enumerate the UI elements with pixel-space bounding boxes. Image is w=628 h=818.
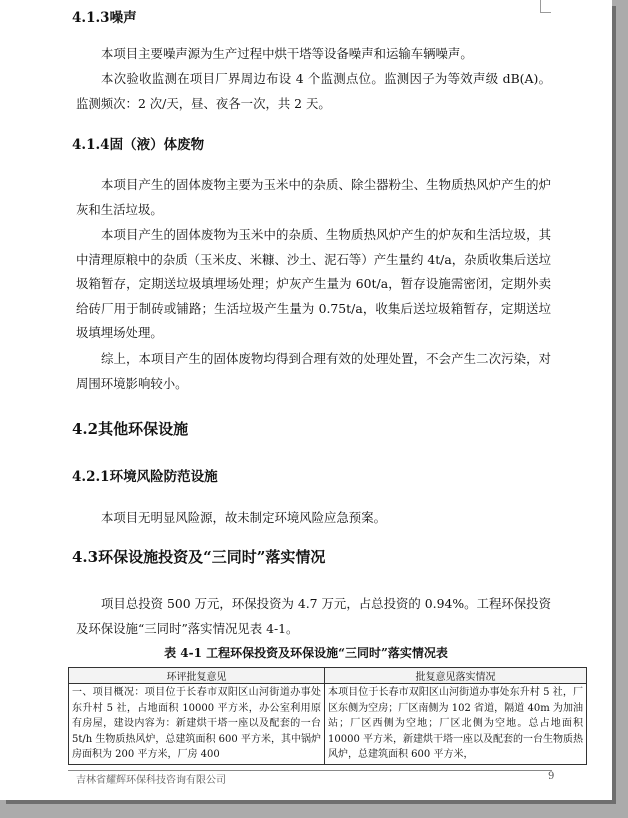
table-header-cell: 批复意见落实情况 — [325, 668, 587, 684]
paragraph: 本项目产生的固体废物为玉米中的杂质、生物质热风炉产生的炉灰和生活垃圾，其中清理原粮中的杂质（玉米皮、米糠、沙土、泥石等）产生量约 4t/a，杂质收集后送垃圾箱暂存，定期送垃圾填埋场处理；炉灰产生量为 60t/a，暂存设施需密闭，定期外卖给砖厂用于制砖或铺路；生活垃圾产生量为 0.75t/a，收集后送垃圾箱暂存，定期送垃圾填埋场处理。 — [76, 227, 551, 341]
page-shadow-right — [612, 6, 616, 804]
crop-mark-top-right — [540, 0, 551, 13]
heading-4-2: 4.2其他环保设施 — [72, 420, 189, 438]
paragraph: 综上，本项目产生的固体废物均得到合理有效的处理处置，不会产生二次污染，对周围环境影响较小。 — [76, 351, 551, 391]
table-cell — [69, 684, 325, 765]
table-cell — [325, 684, 587, 765]
paragraph: 项目总投资 500 万元，环保投资为 4.7 万元，占总投资的 0.94%。工程环保投资及环保设施“三同时”落实情况见表 4-1。 — [76, 596, 551, 636]
heading-4-1-4: 4.1.4固（液）体废物 — [72, 137, 205, 153]
paragraph: 本项目产生的固体废物主要为玉米中的杂质、除尘器粉尘、生物质热风炉产生的炉灰和生活垃圾。 — [76, 177, 551, 217]
table-cell-text: 一、项目概况：项目位于长春市双阳区山河街道办事处东升村 5 社，占地面积 10000 平方米，办公室利用原有房屋，建设内容为：新建烘干塔一座以及配套的一台 5t/h 生物质热风炉，总建筑面积 600 平方米，其中锅炉房面积为 200 平方米，厂房 400 — [72, 687, 321, 761]
investment-table — [68, 667, 587, 765]
paragraph: 本项目无明显风险源，故未制定环境风险应急预案。 — [101, 510, 386, 525]
paragraph: 本项目主要噪声源为生产过程中烘干塔等设备噪声和运输车辆噪声。 — [101, 46, 473, 61]
table-header-cell: 环评批复意见 — [69, 668, 325, 684]
paragraph: 本次验收监测在项目厂界周边布设 4 个监测点位。监测因子为等效声级 dB(A)。监测频次：2 次/天，昼、夜各一次，共 2 天。 — [76, 71, 551, 111]
heading-4-3: 4.3环保设施投资及“三同时”落实情况 — [72, 548, 326, 566]
table-cell-text: 本项目位于长春市双阳区山河街道办事处东升村 5 社，厂区东侧为空房；厂区南侧为 102 省道，隔道 40m 为加油站；厂区西侧为空地；厂区北侧为空地。总占地面积 10000 平方米，新建烘干塔一座以及配套的一台生物质热风炉，总建筑面积 600 平方米， — [328, 687, 583, 761]
heading-4-2-1: 4.2.1环境风险防范设施 — [72, 469, 218, 485]
footer-company: 吉林省耀辉环保科技咨询有限公司 — [76, 775, 226, 786]
page-shadow-bottom — [6, 800, 616, 804]
footer-page-number: 9 — [548, 771, 555, 782]
table-header-row — [69, 668, 587, 684]
heading-4-1-3: 4.1.3噪声 — [72, 10, 137, 26]
table-row — [69, 684, 587, 765]
table-caption: 表 4-1 工程环保投资及环保设施“三同时”落实情况表 — [164, 646, 448, 660]
